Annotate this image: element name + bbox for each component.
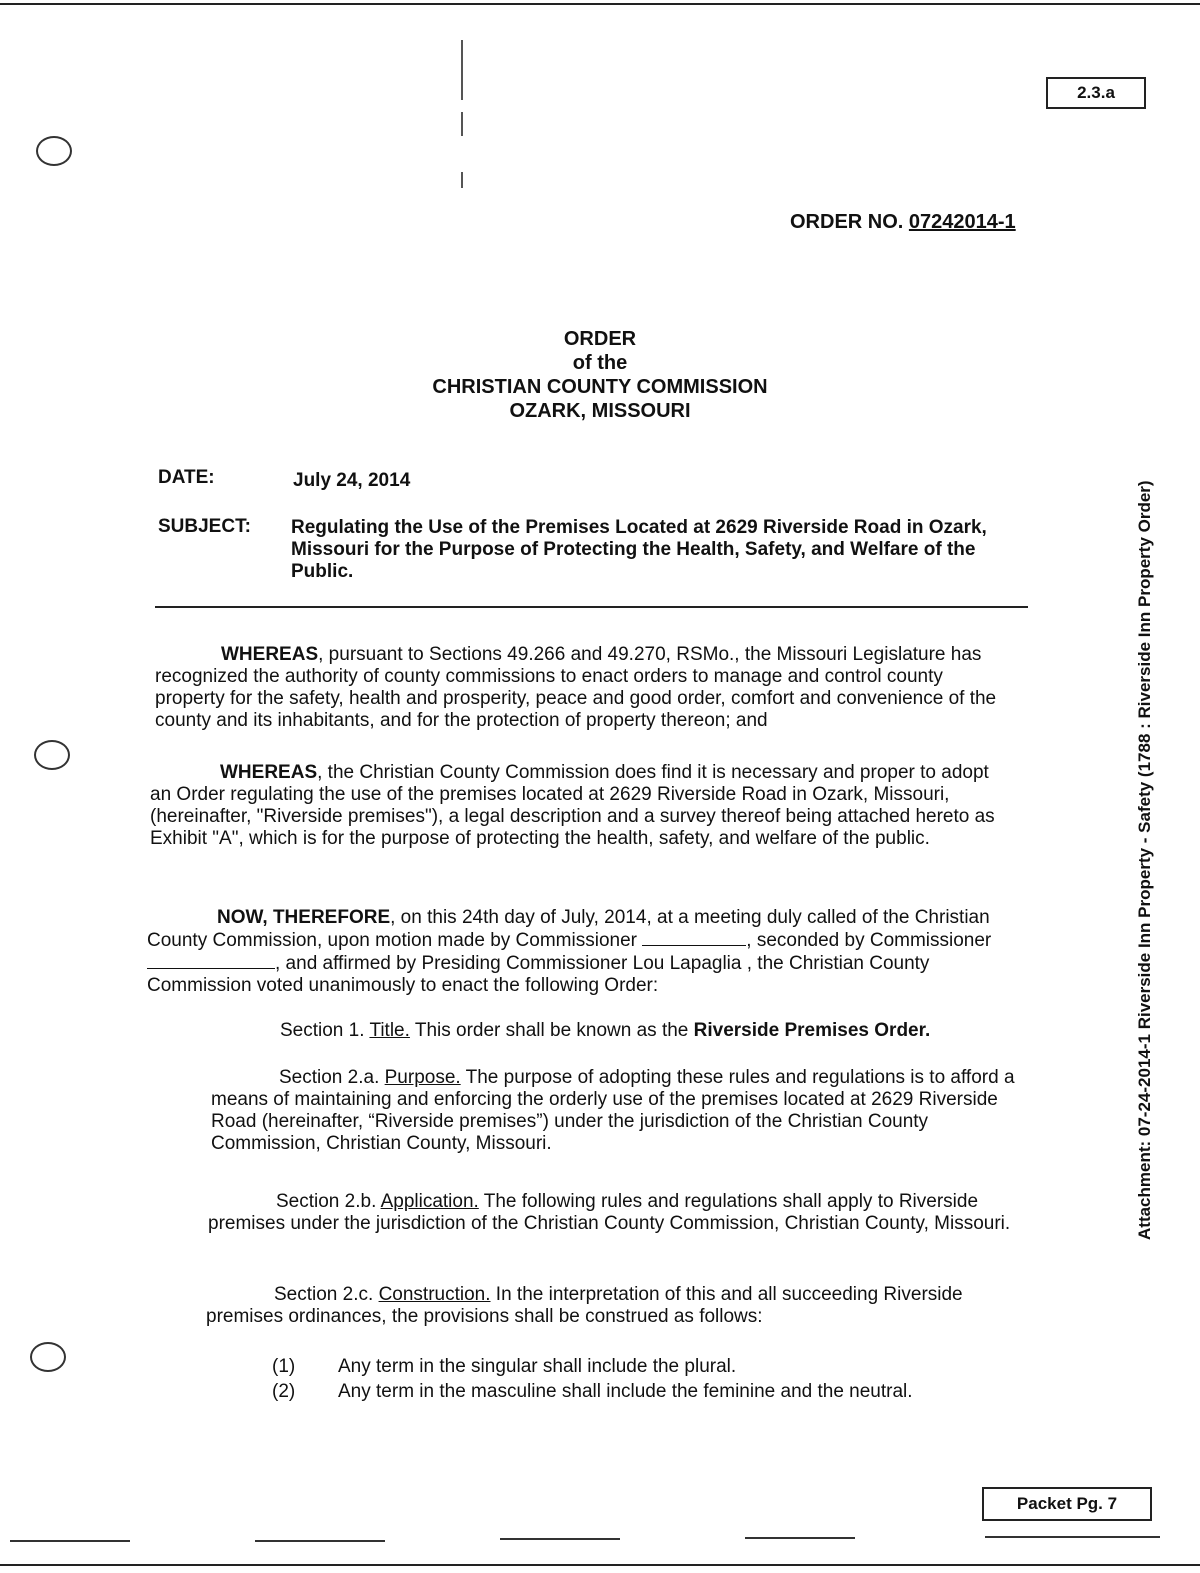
date-value: July 24, 2014 [293,470,411,491]
top-scan-edge [0,3,1200,5]
scan-mark [461,40,463,100]
whereas-lead: WHEREAS [220,762,318,783]
order-name: Riverside Premises Order. [693,1020,931,1041]
subject-value: Regulating the Use of the Premises Located at 2629 Riverside Road in Ozark, Missouri for the Purpose of Protecting the Health, Safety, and Welfare of the Public. [291,517,987,582]
list-text: Any term in the masculine shall include the feminine and the neutral. [338,1381,913,1402]
section-text: In the interpretation of this and all succeeding Riverside premises ordinances, the provisions shall be construed as follows: [206,1284,963,1327]
whereas-paragraph-2 [150,762,1008,850]
paragraph-text: , and affirmed by Presiding Commissioner Lou Lapaglia , the Christian County Commission voted unanimously to enact the following Order: [147,953,930,996]
now-therefore-lead: NOW, THEREFORE [217,907,391,928]
divider [155,606,1028,608]
title-line: CHRISTIAN COUNTY COMMISSION [432,376,768,398]
commissioner-blank-2 [147,952,275,969]
section-text: This order shall be known as the [409,1020,694,1041]
section-label: Section 2.c. [274,1284,374,1305]
section-heading: Title. [369,1020,410,1041]
section-heading: Construction. [378,1284,491,1305]
commissioner-blank-1 [642,929,746,946]
document-title [300,327,900,423]
punch-hole-middle [34,740,70,770]
list-text: Any term in the singular shall include the plural. [338,1356,737,1377]
paragraph-text: , the Christian County Commission does find it is necessary and proper to adopt an Order regulating the use of the premises located at 2629 Riverside Road in Ozark, Missouri, (hereinafter, "Riverside premises"), a legal description and a survey thereof being attached hereto as Exhibit "A", which is for the purpose of protecting the health, safety, and welfare of the public. [150,762,995,849]
footer-dash [10,1540,130,1542]
section-heading: Application. [380,1191,479,1212]
section-text: The purpose of adopting these rules and regulations is to afford a means of maintaining and enforcing the orderly use of the premises located at 2629 Riverside Road (hereinafter, “Riverside premises”) under the jurisdiction of the Christian County Commission, Christian County, Missouri. [211,1067,1015,1154]
bottom-scan-edge [0,1564,1200,1566]
paragraph-text: , seconded by Commissioner [746,930,992,951]
list-number: (1) [272,1356,296,1377]
attachment-side-label: Attachment: 07-24-2014-1 Riverside Inn Property - Safety (1788 : Riverside Inn Property Order) [1135,480,1154,1240]
footer-dash [255,1540,385,1542]
paragraph-text: , pursuant to Sections 49.266 and 49.270, RSMo., the Missouri Legislature has recognized the authority of county commissions to enact orders to manage and control county property for the safety, health and prosperity, peace and good order, comfort and convenience of the county and its inhabitants, and for the protection of property thereon; and [155,644,997,731]
title-line: OZARK, MISSOURI [509,400,691,422]
section-2b [208,1191,1020,1235]
packet-page-box: Packet Pg. 7 [982,1487,1152,1521]
order-number [790,211,1016,234]
footer-dash [985,1536,1160,1538]
section-label: Section 1. [280,1020,365,1041]
section-label: Section 2.b. [276,1191,377,1212]
section-heading: Purpose. [384,1067,461,1088]
section-2c [206,1284,986,1328]
scan-mark [461,172,463,188]
title-line: ORDER [563,328,637,350]
footer-dash [500,1538,620,1540]
whereas-lead: WHEREAS [221,644,319,665]
section-text: The following rules and regulations shall apply to Riverside premises under the jurisdiction of the Christian County Commission, Christian County, Missouri. [208,1191,1011,1234]
order-number-value: 07242014-1 [908,211,1016,233]
whereas-paragraph-1 [155,644,1013,732]
section-label: Section 2.a. [279,1067,380,1088]
list-item [272,1381,913,1403]
agenda-tab-box: 2.3.a [1046,77,1146,109]
paragraph-text: , on this 24th day of July, 2014, at a meeting duly called of the Christian County Commission, upon motion made by Commissioner [147,907,990,951]
punch-hole-bottom [30,1342,66,1372]
now-therefore-paragraph [147,907,1009,997]
title-line: of the [572,352,628,374]
order-number-label: ORDER NO. [790,211,904,233]
list-number: (2) [272,1381,296,1402]
footer-dash [745,1537,855,1539]
list-item [272,1356,736,1378]
section-2a [211,1067,1021,1155]
date-label: DATE: [158,467,215,488]
subject-label: SUBJECT: [158,516,251,537]
section-1 [280,1020,1020,1042]
punch-hole-top [36,136,72,166]
scan-mark [461,112,463,136]
